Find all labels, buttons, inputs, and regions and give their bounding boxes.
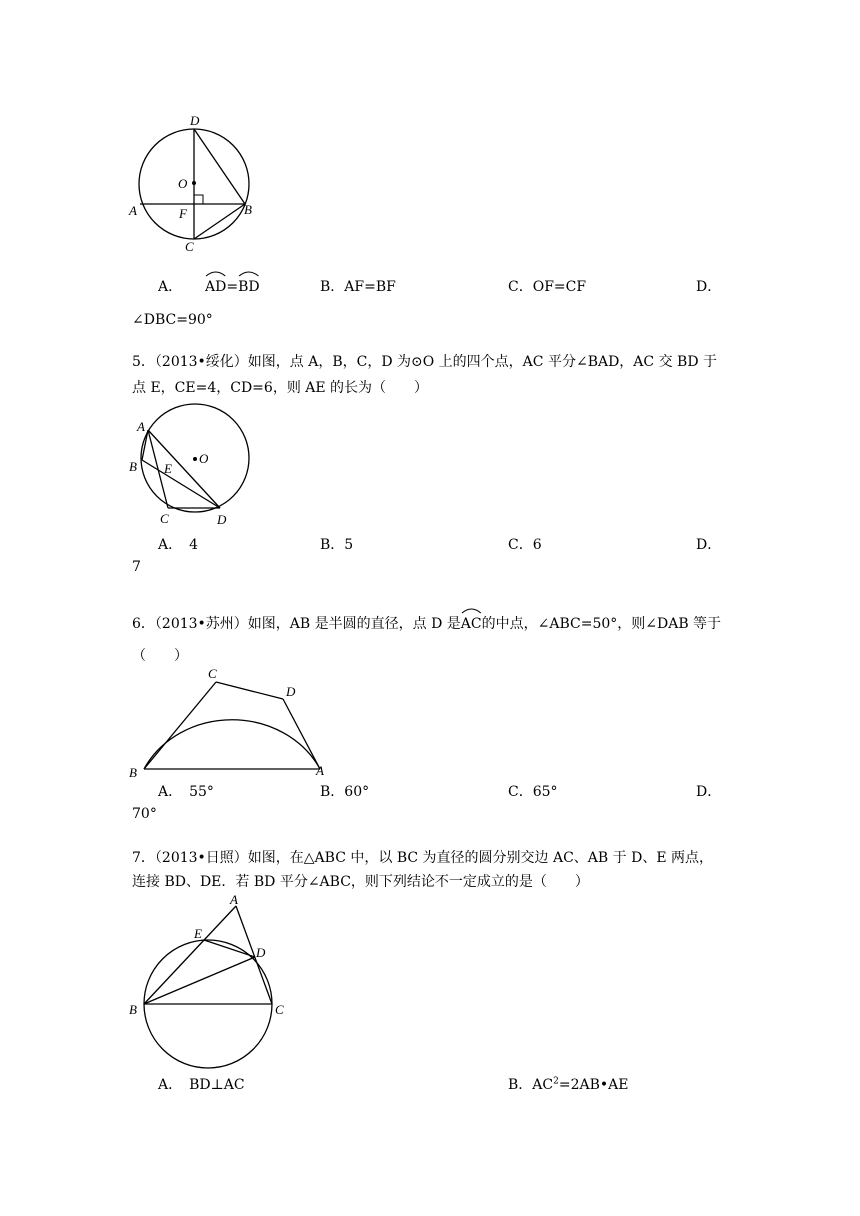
q5-label-b: B [129,459,137,474]
q7-label-a: A [230,892,238,907]
q4-chord-db [194,129,245,204]
q5-chord-bd [142,460,220,508]
q5-label-o: O [199,451,209,466]
q6-stem-pre: 6．（2013•苏州）如图，AB 是半圆的直径，点 D 是 [132,616,461,632]
q6-chord-cd [216,682,283,699]
q4-label-f: F [179,206,187,221]
q7-side-ac [236,906,272,1004]
q4-option-c: C．OF=CF [508,279,587,295]
q4-option-a-eq: = [226,279,239,295]
q5-option-a: A． 4 [158,537,199,553]
q4-option-a-label: A． [158,279,183,295]
q7-figure [124,890,304,1072]
q7-stem-line1: 7．（2013•日照）如图，在△ABC 中，以 BC 为直径的圆分别交边 AC、AB 于 D、E 两点， [132,850,714,866]
q4-label-a: A [129,203,137,218]
q4-option-d-label: D． [696,279,722,295]
q5-stem-line2: 点 E，CE=4，CD=6，则 AE 的长为（ ） [132,380,429,396]
q5-figure [124,402,264,530]
arc-mark-icon [238,268,260,277]
q6-chord-bc [144,682,216,769]
q7-label-c: C [275,1002,284,1017]
q6-stem-line1 [132,614,721,634]
q4-label-b: B [244,202,252,217]
arc-mark-icon [205,268,226,277]
q4-arc-ad [205,277,226,297]
q6-semicircle [144,720,320,769]
q6-figure [124,664,336,780]
q7-stem-line2: 连接 BD、DE．若 BD 平分∠ABC，则下列结论不一定成立的是（ ） [132,874,589,890]
q4-chord-cb [194,204,245,239]
q6-option-c: C．65° [508,784,558,800]
q7-label-d: D [256,945,266,960]
q7-segment-bd [144,957,255,1004]
q7-option-b-sup: 2 [553,1076,559,1087]
q7-label-b: B [129,1002,137,1017]
q5-chord-ad [148,430,220,508]
q5-stem-line1: 5．（2013•绥化）如图，点 A，B，C，D 为⊙O 上的四个点，AC 平分∠BAD，AC 交 BD 于 [132,354,717,370]
q5-option-d-label: D． [696,537,722,553]
q6-stem-line2: （ ） [132,648,188,664]
q6-option-d-label: D． [696,784,722,800]
q6-option-b: B．60° [320,784,370,800]
q5-option-c: C．6 [508,537,542,553]
q5-label-e: E [164,461,172,476]
q5-label-a: A [137,419,145,434]
q4-label-o: O [178,176,188,191]
q6-arc-ac [461,614,482,634]
q5-label-d: D [217,512,227,527]
q5-label-c: C [160,511,169,526]
q4-label-d: D [190,113,200,128]
q5-option-b: B．5 [320,537,354,553]
q4-center-dot [192,181,196,185]
q7-label-e: E [194,926,202,941]
q6-option-d-value: 70° [132,806,157,822]
q4-option-d-value: ∠DBC=90° [132,312,213,328]
q4-right-angle-mark [194,195,203,204]
q7-option-b-post: =2AB•AE [558,1077,629,1093]
q4-option-a [158,277,260,297]
q5-center-dot [193,457,197,461]
q4-figure [120,108,260,258]
q4-arc-ad-text: AD [205,279,227,295]
q6-label-a: A [316,763,324,778]
q5-option-d-value: 7 [132,559,141,575]
q7-option-b [508,1075,628,1095]
q6-label-c: C [208,666,217,681]
q6-stem-post: 的中点，∠ABC=50°，则∠DAB 等于 [481,616,722,632]
q4-arc-bd-text: BD [238,279,260,295]
q6-chord-da [283,699,320,769]
q6-label-b: B [129,765,137,780]
q6-label-d: D [286,684,296,699]
q4-label-c: C [185,239,194,254]
q7-option-b-pre: B．AC [508,1077,554,1093]
arc-mark-icon [461,605,482,614]
q7-segment-de [204,940,255,957]
q6-option-a: A． 55° [158,784,214,800]
q7-option-a: A． BD⊥AC [158,1077,245,1093]
q7-side-ab [144,906,236,1004]
q4-arc-bd [238,277,260,297]
q4-option-b: B．AF=BF [320,279,396,295]
q6-arc-ac-text: AC [460,616,482,632]
